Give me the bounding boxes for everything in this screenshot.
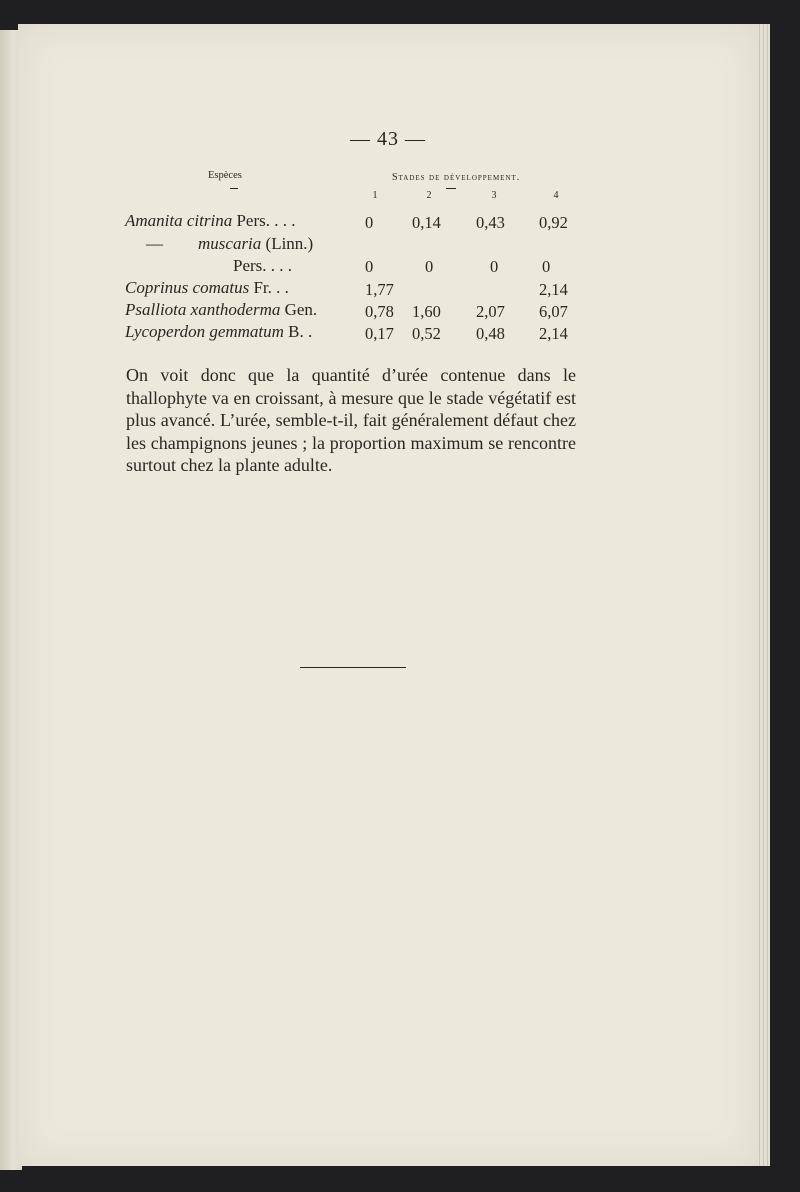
species-author: Pers. . . . [232, 211, 296, 230]
table-row [125, 322, 312, 342]
species-author: (Linn.) [261, 234, 314, 253]
table-cell: 0 [425, 257, 434, 276]
stage-number-1: 1 [372, 190, 378, 201]
table-row [125, 278, 289, 298]
species-column-header: Espèces [208, 170, 242, 181]
table-cell: 0 [365, 213, 374, 232]
table-cell: 0,92 [539, 213, 568, 232]
table-cell: 2,14 [539, 280, 568, 299]
species-name: Psalliota xanthoderma [125, 300, 281, 319]
body-paragraph: On voit donc que la quantité d’urée contenue dans le thallophyte va en croissant, à mesure que le stade végétatif est plus avancé. L’urée, semble-t-il, fait généralement défaut chez les champignons jeunes ; la proportion maximum se rencontre surtout chez la plante adulte. [126, 365, 576, 475]
table-cell: 0,14 [412, 213, 441, 232]
table-row [125, 300, 317, 320]
table-row [146, 234, 163, 254]
species-name: muscaria [198, 234, 262, 253]
table-cell: 0,48 [476, 324, 505, 343]
table-cell: 0 [542, 257, 551, 276]
table-cell: 0 [490, 257, 499, 276]
table-cell: 0,43 [476, 213, 505, 232]
species-author: Pers. . . . [233, 256, 293, 275]
stages-column-header: Stades de développement. [392, 172, 521, 183]
table-cell: 1,77 [365, 280, 394, 299]
species-header-dash [230, 188, 238, 189]
stage-number-4: 4 [553, 190, 559, 201]
table-cell: 2,14 [539, 324, 568, 343]
table-row [125, 211, 295, 231]
table-cell: 0,17 [365, 324, 394, 343]
table-cell: 6,07 [539, 302, 568, 321]
page-number: — 43 — [350, 128, 426, 150]
stage-number-3: 3 [491, 190, 497, 201]
table-cell: 0 [365, 257, 374, 276]
document-page [18, 24, 758, 1166]
species-author: B. . [283, 322, 313, 341]
species-name: Coprinus comatus [125, 278, 250, 297]
species-author: Gen. [280, 300, 318, 319]
species-author: Fr. . . [249, 278, 289, 297]
stages-header-dash [446, 188, 456, 189]
table-cell: 0,78 [365, 302, 394, 321]
stage-number-2: 2 [426, 190, 432, 201]
table-cell: 0,52 [412, 324, 441, 343]
table-row [233, 256, 292, 276]
species-name: Amanita citrina [125, 211, 233, 230]
table-cell: 1,60 [412, 302, 441, 321]
end-rule [300, 667, 406, 668]
species-name: Lycoperdon gemmatum [125, 322, 284, 341]
table-row-species [198, 234, 313, 254]
table-cell: 2,07 [476, 302, 505, 321]
ditto-dash: — [146, 234, 163, 253]
